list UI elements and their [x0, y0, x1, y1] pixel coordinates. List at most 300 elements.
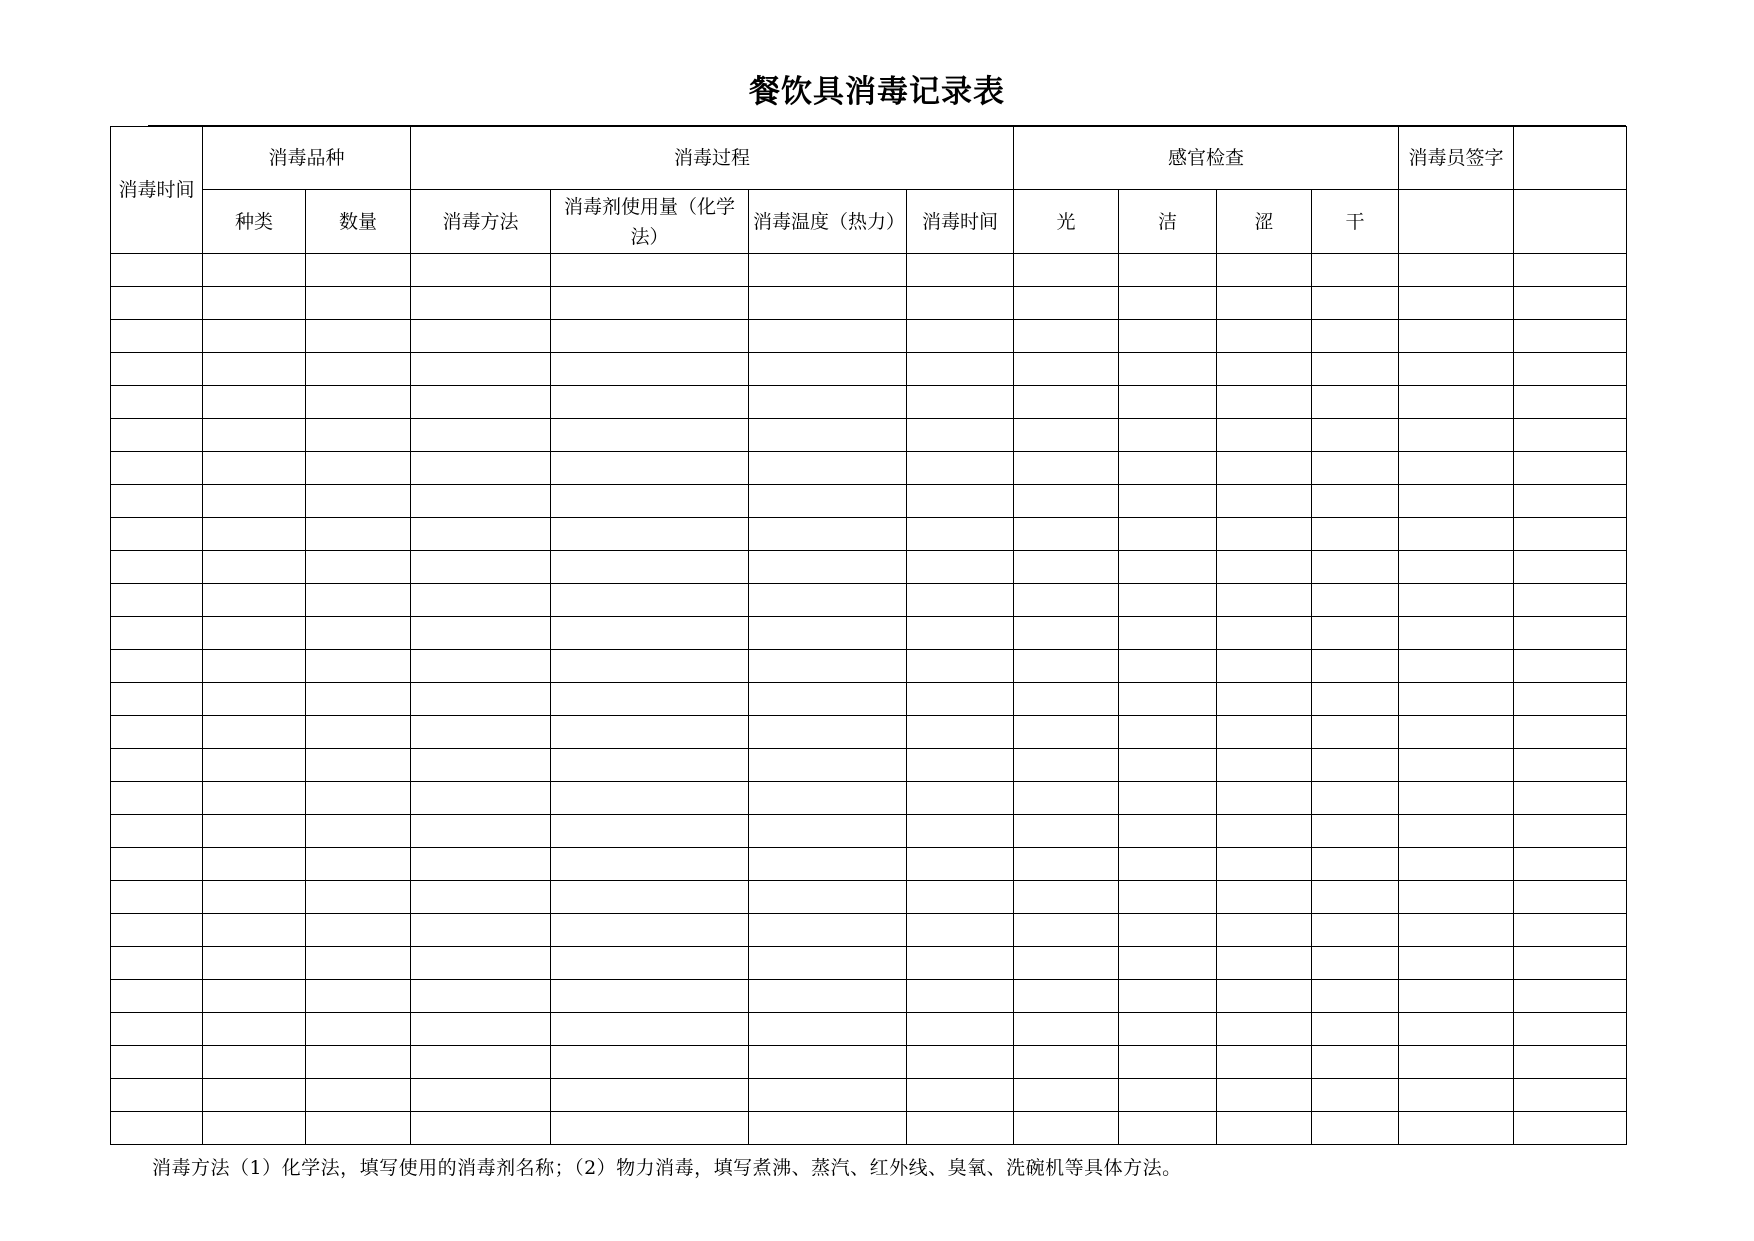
cell-duration[interactable]: [907, 650, 1014, 683]
cell-clean[interactable]: [1119, 947, 1217, 980]
cell-extra[interactable]: [1514, 320, 1627, 353]
cell-disinfectant-amount[interactable]: [551, 353, 749, 386]
cell-duration[interactable]: [907, 947, 1014, 980]
cell-bright[interactable]: [1014, 1112, 1119, 1145]
cell-quantity[interactable]: [306, 518, 411, 551]
cell-extra[interactable]: [1514, 980, 1627, 1013]
cell-kind[interactable]: [203, 320, 306, 353]
cell-signature[interactable]: [1399, 914, 1514, 947]
cell-time[interactable]: [111, 551, 203, 584]
cell-quantity[interactable]: [306, 386, 411, 419]
cell-signature[interactable]: [1399, 782, 1514, 815]
cell-disinfectant-amount[interactable]: [551, 980, 749, 1013]
cell-extra[interactable]: [1514, 1112, 1627, 1145]
cell-duration[interactable]: [907, 815, 1014, 848]
cell-time[interactable]: [111, 881, 203, 914]
cell-signature[interactable]: [1399, 716, 1514, 749]
cell-astringent[interactable]: [1217, 287, 1312, 320]
cell-astringent[interactable]: [1217, 980, 1312, 1013]
cell-method[interactable]: [411, 287, 551, 320]
cell-extra[interactable]: [1514, 353, 1627, 386]
cell-astringent[interactable]: [1217, 650, 1312, 683]
cell-bright[interactable]: [1014, 881, 1119, 914]
cell-temperature[interactable]: [749, 947, 907, 980]
cell-quantity[interactable]: [306, 1079, 411, 1112]
cell-clean[interactable]: [1119, 1112, 1217, 1145]
cell-duration[interactable]: [907, 1046, 1014, 1079]
cell-astringent[interactable]: [1217, 518, 1312, 551]
cell-temperature[interactable]: [749, 518, 907, 551]
cell-duration[interactable]: [907, 617, 1014, 650]
cell-time[interactable]: [111, 617, 203, 650]
cell-time[interactable]: [111, 485, 203, 518]
cell-astringent[interactable]: [1217, 848, 1312, 881]
cell-disinfectant-amount[interactable]: [551, 650, 749, 683]
cell-kind[interactable]: [203, 947, 306, 980]
cell-dry[interactable]: [1312, 254, 1399, 287]
cell-disinfectant-amount[interactable]: [551, 320, 749, 353]
cell-kind[interactable]: [203, 617, 306, 650]
cell-duration[interactable]: [907, 551, 1014, 584]
cell-astringent[interactable]: [1217, 353, 1312, 386]
cell-quantity[interactable]: [306, 1046, 411, 1079]
cell-method[interactable]: [411, 1112, 551, 1145]
cell-method[interactable]: [411, 419, 551, 452]
cell-extra[interactable]: [1514, 881, 1627, 914]
cell-method[interactable]: [411, 1013, 551, 1046]
cell-method[interactable]: [411, 914, 551, 947]
cell-clean[interactable]: [1119, 254, 1217, 287]
cell-temperature[interactable]: [749, 650, 907, 683]
cell-extra[interactable]: [1514, 584, 1627, 617]
cell-disinfectant-amount[interactable]: [551, 914, 749, 947]
cell-dry[interactable]: [1312, 881, 1399, 914]
cell-dry[interactable]: [1312, 419, 1399, 452]
cell-bright[interactable]: [1014, 815, 1119, 848]
cell-time[interactable]: [111, 815, 203, 848]
cell-time[interactable]: [111, 848, 203, 881]
cell-bright[interactable]: [1014, 947, 1119, 980]
cell-bright[interactable]: [1014, 518, 1119, 551]
cell-temperature[interactable]: [749, 551, 907, 584]
cell-bright[interactable]: [1014, 617, 1119, 650]
cell-clean[interactable]: [1119, 650, 1217, 683]
cell-clean[interactable]: [1119, 914, 1217, 947]
cell-bright[interactable]: [1014, 716, 1119, 749]
cell-dry[interactable]: [1312, 749, 1399, 782]
cell-bright[interactable]: [1014, 452, 1119, 485]
cell-method[interactable]: [411, 1079, 551, 1112]
cell-kind[interactable]: [203, 287, 306, 320]
cell-disinfectant-amount[interactable]: [551, 1046, 749, 1079]
cell-quantity[interactable]: [306, 683, 411, 716]
cell-disinfectant-amount[interactable]: [551, 287, 749, 320]
cell-quantity[interactable]: [306, 914, 411, 947]
cell-temperature[interactable]: [749, 914, 907, 947]
cell-extra[interactable]: [1514, 617, 1627, 650]
cell-kind[interactable]: [203, 848, 306, 881]
cell-bright[interactable]: [1014, 848, 1119, 881]
cell-clean[interactable]: [1119, 980, 1217, 1013]
cell-signature[interactable]: [1399, 485, 1514, 518]
cell-dry[interactable]: [1312, 584, 1399, 617]
cell-clean[interactable]: [1119, 881, 1217, 914]
cell-dry[interactable]: [1312, 980, 1399, 1013]
cell-kind[interactable]: [203, 650, 306, 683]
cell-time[interactable]: [111, 914, 203, 947]
cell-kind[interactable]: [203, 1013, 306, 1046]
cell-time[interactable]: [111, 584, 203, 617]
cell-signature[interactable]: [1399, 518, 1514, 551]
cell-duration[interactable]: [907, 683, 1014, 716]
cell-clean[interactable]: [1119, 1046, 1217, 1079]
cell-signature[interactable]: [1399, 1079, 1514, 1112]
cell-extra[interactable]: [1514, 1013, 1627, 1046]
cell-bright[interactable]: [1014, 551, 1119, 584]
cell-time[interactable]: [111, 419, 203, 452]
cell-method[interactable]: [411, 716, 551, 749]
cell-clean[interactable]: [1119, 287, 1217, 320]
cell-disinfectant-amount[interactable]: [551, 518, 749, 551]
cell-dry[interactable]: [1312, 617, 1399, 650]
cell-temperature[interactable]: [749, 584, 907, 617]
cell-quantity[interactable]: [306, 815, 411, 848]
cell-kind[interactable]: [203, 419, 306, 452]
cell-quantity[interactable]: [306, 848, 411, 881]
cell-disinfectant-amount[interactable]: [551, 254, 749, 287]
cell-extra[interactable]: [1514, 419, 1627, 452]
cell-quantity[interactable]: [306, 485, 411, 518]
cell-kind[interactable]: [203, 1079, 306, 1112]
cell-bright[interactable]: [1014, 650, 1119, 683]
cell-quantity[interactable]: [306, 782, 411, 815]
cell-astringent[interactable]: [1217, 254, 1312, 287]
cell-time[interactable]: [111, 254, 203, 287]
cell-kind[interactable]: [203, 782, 306, 815]
cell-extra[interactable]: [1514, 386, 1627, 419]
cell-dry[interactable]: [1312, 287, 1399, 320]
cell-kind[interactable]: [203, 1046, 306, 1079]
cell-bright[interactable]: [1014, 254, 1119, 287]
cell-kind[interactable]: [203, 584, 306, 617]
cell-quantity[interactable]: [306, 287, 411, 320]
cell-extra[interactable]: [1514, 650, 1627, 683]
cell-temperature[interactable]: [749, 353, 907, 386]
cell-clean[interactable]: [1119, 320, 1217, 353]
cell-time[interactable]: [111, 353, 203, 386]
cell-clean[interactable]: [1119, 353, 1217, 386]
cell-dry[interactable]: [1312, 947, 1399, 980]
cell-quantity[interactable]: [306, 749, 411, 782]
cell-method[interactable]: [411, 386, 551, 419]
cell-astringent[interactable]: [1217, 1079, 1312, 1112]
cell-duration[interactable]: [907, 1079, 1014, 1112]
cell-quantity[interactable]: [306, 881, 411, 914]
cell-dry[interactable]: [1312, 386, 1399, 419]
cell-duration[interactable]: [907, 518, 1014, 551]
cell-time[interactable]: [111, 1112, 203, 1145]
cell-disinfectant-amount[interactable]: [551, 419, 749, 452]
cell-signature[interactable]: [1399, 320, 1514, 353]
cell-method[interactable]: [411, 650, 551, 683]
cell-dry[interactable]: [1312, 551, 1399, 584]
cell-quantity[interactable]: [306, 980, 411, 1013]
cell-method[interactable]: [411, 815, 551, 848]
cell-quantity[interactable]: [306, 650, 411, 683]
cell-dry[interactable]: [1312, 485, 1399, 518]
cell-temperature[interactable]: [749, 683, 907, 716]
cell-signature[interactable]: [1399, 815, 1514, 848]
cell-dry[interactable]: [1312, 782, 1399, 815]
cell-clean[interactable]: [1119, 584, 1217, 617]
cell-bright[interactable]: [1014, 782, 1119, 815]
cell-temperature[interactable]: [749, 782, 907, 815]
cell-duration[interactable]: [907, 1112, 1014, 1145]
cell-dry[interactable]: [1312, 683, 1399, 716]
cell-dry[interactable]: [1312, 1046, 1399, 1079]
cell-duration[interactable]: [907, 320, 1014, 353]
cell-time[interactable]: [111, 650, 203, 683]
cell-time[interactable]: [111, 386, 203, 419]
cell-astringent[interactable]: [1217, 1013, 1312, 1046]
cell-quantity[interactable]: [306, 947, 411, 980]
cell-duration[interactable]: [907, 584, 1014, 617]
cell-dry[interactable]: [1312, 716, 1399, 749]
cell-temperature[interactable]: [749, 254, 907, 287]
cell-quantity[interactable]: [306, 716, 411, 749]
cell-clean[interactable]: [1119, 1013, 1217, 1046]
cell-bright[interactable]: [1014, 584, 1119, 617]
cell-disinfectant-amount[interactable]: [551, 1079, 749, 1112]
cell-time[interactable]: [111, 320, 203, 353]
cell-temperature[interactable]: [749, 1013, 907, 1046]
cell-bright[interactable]: [1014, 419, 1119, 452]
cell-dry[interactable]: [1312, 650, 1399, 683]
cell-method[interactable]: [411, 881, 551, 914]
cell-kind[interactable]: [203, 914, 306, 947]
cell-time[interactable]: [111, 782, 203, 815]
cell-disinfectant-amount[interactable]: [551, 452, 749, 485]
cell-method[interactable]: [411, 551, 551, 584]
cell-signature[interactable]: [1399, 650, 1514, 683]
cell-astringent[interactable]: [1217, 1112, 1312, 1145]
cell-temperature[interactable]: [749, 1112, 907, 1145]
cell-dry[interactable]: [1312, 1079, 1399, 1112]
cell-clean[interactable]: [1119, 551, 1217, 584]
cell-extra[interactable]: [1514, 551, 1627, 584]
cell-clean[interactable]: [1119, 419, 1217, 452]
cell-extra[interactable]: [1514, 716, 1627, 749]
cell-kind[interactable]: [203, 683, 306, 716]
cell-astringent[interactable]: [1217, 683, 1312, 716]
cell-kind[interactable]: [203, 386, 306, 419]
cell-method[interactable]: [411, 683, 551, 716]
cell-bright[interactable]: [1014, 1079, 1119, 1112]
cell-bright[interactable]: [1014, 485, 1119, 518]
cell-quantity[interactable]: [306, 1112, 411, 1145]
cell-bright[interactable]: [1014, 980, 1119, 1013]
cell-astringent[interactable]: [1217, 386, 1312, 419]
cell-temperature[interactable]: [749, 485, 907, 518]
cell-signature[interactable]: [1399, 584, 1514, 617]
cell-duration[interactable]: [907, 716, 1014, 749]
cell-clean[interactable]: [1119, 485, 1217, 518]
cell-extra[interactable]: [1514, 848, 1627, 881]
cell-extra[interactable]: [1514, 1046, 1627, 1079]
cell-kind[interactable]: [203, 518, 306, 551]
cell-signature[interactable]: [1399, 1013, 1514, 1046]
cell-clean[interactable]: [1119, 782, 1217, 815]
cell-quantity[interactable]: [306, 551, 411, 584]
cell-temperature[interactable]: [749, 287, 907, 320]
cell-dry[interactable]: [1312, 320, 1399, 353]
cell-extra[interactable]: [1514, 287, 1627, 320]
cell-method[interactable]: [411, 782, 551, 815]
cell-duration[interactable]: [907, 485, 1014, 518]
cell-extra[interactable]: [1514, 749, 1627, 782]
cell-bright[interactable]: [1014, 320, 1119, 353]
cell-method[interactable]: [411, 320, 551, 353]
cell-extra[interactable]: [1514, 782, 1627, 815]
cell-time[interactable]: [111, 716, 203, 749]
cell-disinfectant-amount[interactable]: [551, 881, 749, 914]
cell-time[interactable]: [111, 683, 203, 716]
cell-signature[interactable]: [1399, 353, 1514, 386]
cell-signature[interactable]: [1399, 980, 1514, 1013]
cell-disinfectant-amount[interactable]: [551, 1013, 749, 1046]
cell-signature[interactable]: [1399, 1046, 1514, 1079]
cell-disinfectant-amount[interactable]: [551, 782, 749, 815]
cell-clean[interactable]: [1119, 518, 1217, 551]
cell-time[interactable]: [111, 1046, 203, 1079]
cell-disinfectant-amount[interactable]: [551, 947, 749, 980]
cell-duration[interactable]: [907, 1013, 1014, 1046]
cell-astringent[interactable]: [1217, 452, 1312, 485]
cell-astringent[interactable]: [1217, 914, 1312, 947]
cell-disinfectant-amount[interactable]: [551, 551, 749, 584]
cell-time[interactable]: [111, 518, 203, 551]
cell-dry[interactable]: [1312, 815, 1399, 848]
cell-kind[interactable]: [203, 551, 306, 584]
cell-disinfectant-amount[interactable]: [551, 848, 749, 881]
cell-dry[interactable]: [1312, 518, 1399, 551]
cell-disinfectant-amount[interactable]: [551, 386, 749, 419]
cell-method[interactable]: [411, 947, 551, 980]
cell-clean[interactable]: [1119, 716, 1217, 749]
cell-quantity[interactable]: [306, 452, 411, 485]
cell-disinfectant-amount[interactable]: [551, 485, 749, 518]
cell-bright[interactable]: [1014, 749, 1119, 782]
cell-method[interactable]: [411, 518, 551, 551]
cell-duration[interactable]: [907, 452, 1014, 485]
cell-duration[interactable]: [907, 386, 1014, 419]
cell-time[interactable]: [111, 1079, 203, 1112]
cell-dry[interactable]: [1312, 848, 1399, 881]
cell-quantity[interactable]: [306, 1013, 411, 1046]
cell-disinfectant-amount[interactable]: [551, 815, 749, 848]
cell-bright[interactable]: [1014, 353, 1119, 386]
cell-method[interactable]: [411, 485, 551, 518]
cell-astringent[interactable]: [1217, 947, 1312, 980]
cell-signature[interactable]: [1399, 386, 1514, 419]
cell-temperature[interactable]: [749, 815, 907, 848]
cell-quantity[interactable]: [306, 617, 411, 650]
cell-method[interactable]: [411, 1046, 551, 1079]
cell-temperature[interactable]: [749, 749, 907, 782]
cell-disinfectant-amount[interactable]: [551, 584, 749, 617]
cell-bright[interactable]: [1014, 914, 1119, 947]
cell-signature[interactable]: [1399, 551, 1514, 584]
cell-signature[interactable]: [1399, 254, 1514, 287]
cell-clean[interactable]: [1119, 386, 1217, 419]
cell-extra[interactable]: [1514, 914, 1627, 947]
cell-quantity[interactable]: [306, 419, 411, 452]
cell-quantity[interactable]: [306, 320, 411, 353]
cell-bright[interactable]: [1014, 1013, 1119, 1046]
cell-astringent[interactable]: [1217, 320, 1312, 353]
cell-signature[interactable]: [1399, 947, 1514, 980]
cell-duration[interactable]: [907, 848, 1014, 881]
cell-extra[interactable]: [1514, 485, 1627, 518]
cell-duration[interactable]: [907, 782, 1014, 815]
cell-temperature[interactable]: [749, 452, 907, 485]
cell-clean[interactable]: [1119, 683, 1217, 716]
cell-method[interactable]: [411, 848, 551, 881]
cell-quantity[interactable]: [306, 584, 411, 617]
cell-temperature[interactable]: [749, 1046, 907, 1079]
cell-astringent[interactable]: [1217, 485, 1312, 518]
cell-temperature[interactable]: [749, 386, 907, 419]
cell-astringent[interactable]: [1217, 815, 1312, 848]
cell-dry[interactable]: [1312, 914, 1399, 947]
cell-dry[interactable]: [1312, 1013, 1399, 1046]
cell-method[interactable]: [411, 254, 551, 287]
cell-astringent[interactable]: [1217, 419, 1312, 452]
cell-signature[interactable]: [1399, 749, 1514, 782]
cell-quantity[interactable]: [306, 353, 411, 386]
cell-method[interactable]: [411, 452, 551, 485]
cell-extra[interactable]: [1514, 518, 1627, 551]
cell-astringent[interactable]: [1217, 782, 1312, 815]
cell-time[interactable]: [111, 452, 203, 485]
cell-temperature[interactable]: [749, 881, 907, 914]
cell-clean[interactable]: [1119, 815, 1217, 848]
cell-kind[interactable]: [203, 716, 306, 749]
cell-astringent[interactable]: [1217, 716, 1312, 749]
cell-time[interactable]: [111, 749, 203, 782]
cell-duration[interactable]: [907, 287, 1014, 320]
cell-temperature[interactable]: [749, 419, 907, 452]
cell-astringent[interactable]: [1217, 1046, 1312, 1079]
cell-kind[interactable]: [203, 353, 306, 386]
cell-astringent[interactable]: [1217, 749, 1312, 782]
cell-disinfectant-amount[interactable]: [551, 749, 749, 782]
cell-duration[interactable]: [907, 980, 1014, 1013]
cell-time[interactable]: [111, 287, 203, 320]
cell-temperature[interactable]: [749, 980, 907, 1013]
cell-disinfectant-amount[interactable]: [551, 1112, 749, 1145]
cell-bright[interactable]: [1014, 683, 1119, 716]
cell-bright[interactable]: [1014, 1046, 1119, 1079]
cell-method[interactable]: [411, 353, 551, 386]
cell-kind[interactable]: [203, 749, 306, 782]
cell-disinfectant-amount[interactable]: [551, 617, 749, 650]
cell-signature[interactable]: [1399, 1112, 1514, 1145]
cell-duration[interactable]: [907, 749, 1014, 782]
cell-duration[interactable]: [907, 419, 1014, 452]
cell-clean[interactable]: [1119, 452, 1217, 485]
cell-extra[interactable]: [1514, 452, 1627, 485]
